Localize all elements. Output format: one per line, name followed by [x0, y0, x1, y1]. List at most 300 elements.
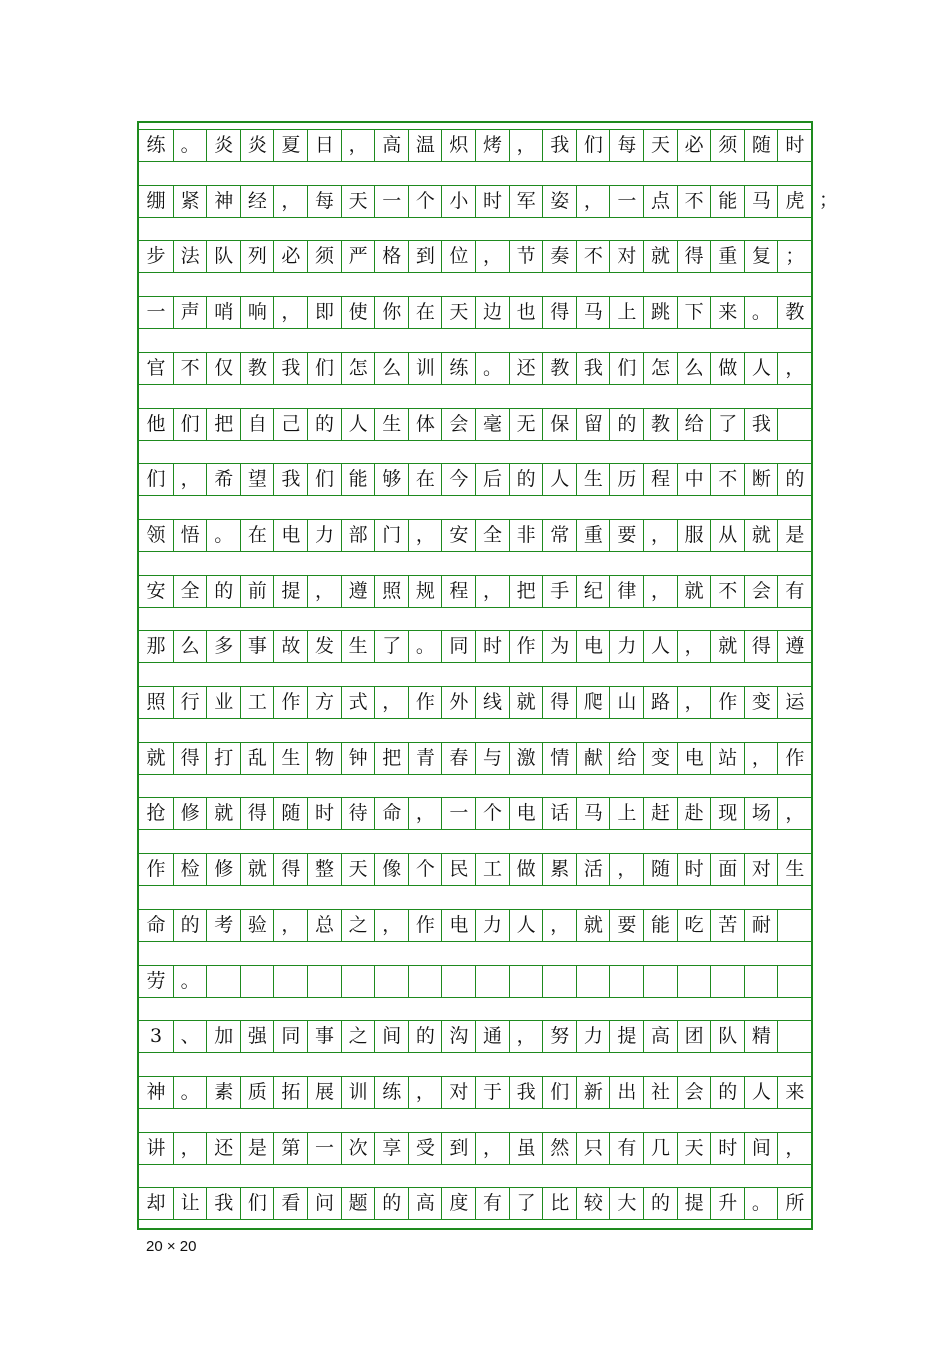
- grid-cell: 会: [441, 408, 475, 441]
- grid-cell: 情: [542, 742, 576, 775]
- grid-cell: [542, 965, 576, 998]
- grid-cell: 强: [240, 1020, 274, 1053]
- grid-row: [139, 1132, 811, 1165]
- grid-cell: 几: [643, 1132, 677, 1165]
- grid-cell: 得: [173, 742, 207, 775]
- grid-cell: 人: [744, 1076, 778, 1109]
- grid-cell: 上: [609, 797, 643, 830]
- grid-cell: 炽: [441, 129, 475, 162]
- grid-row: [139, 1020, 811, 1053]
- grid-cell: 生: [273, 742, 307, 775]
- grid-cell: 全: [475, 519, 509, 552]
- grid-cell: 我: [576, 352, 610, 385]
- grid-cell: 的: [173, 909, 207, 942]
- grid-cell: 照: [374, 575, 408, 608]
- grid-row: [139, 686, 811, 719]
- grid-cell: 么: [677, 352, 711, 385]
- grid-cell: 作: [139, 853, 173, 886]
- grid-cell: 行: [173, 686, 207, 719]
- grid-cell: 受: [408, 1132, 442, 1165]
- grid-cell: 修: [206, 853, 240, 886]
- grid-cell: 教: [240, 352, 274, 385]
- grid-cell: 遵: [777, 630, 811, 663]
- grid-cell: 比: [542, 1187, 576, 1220]
- grid-cell: 献: [576, 742, 610, 775]
- grid-cell: 对: [441, 1076, 475, 1109]
- grid-cell: 得: [744, 630, 778, 663]
- grid-row: [139, 408, 811, 441]
- grid-cell: 我: [509, 1076, 543, 1109]
- grid-cell: 做: [710, 352, 744, 385]
- grid-cell: 3: [139, 1020, 173, 1053]
- grid-cell: [475, 965, 509, 998]
- grid-cell: 么: [374, 352, 408, 385]
- grid-cell: 人: [744, 352, 778, 385]
- grid-cell: 会: [744, 575, 778, 608]
- grid-cell: 烤: [475, 129, 509, 162]
- grid-cell: 外: [441, 686, 475, 719]
- grid-cell: 得: [677, 240, 711, 273]
- grid-cell: 把: [206, 408, 240, 441]
- grid-cell: ，: [677, 686, 711, 719]
- grid-cell: 之: [341, 1020, 375, 1053]
- grid-cell: ，: [307, 575, 341, 608]
- grid-cell: 温: [408, 129, 442, 162]
- grid-cell: 总: [307, 909, 341, 942]
- grid-cell: 力: [307, 519, 341, 552]
- grid-cell: 我: [744, 408, 778, 441]
- grid-cell: 有: [609, 1132, 643, 1165]
- grid-cell: ，: [408, 797, 442, 830]
- grid-cell: 马: [576, 797, 610, 830]
- grid-cell: 奏: [542, 240, 576, 273]
- grid-cell: 生: [576, 463, 610, 496]
- grid-cell: 加: [206, 1020, 240, 1053]
- grid-cell: 待: [341, 797, 375, 830]
- grid-cell: 够: [374, 463, 408, 496]
- grid-row: [139, 185, 839, 218]
- grid-cell: 仅: [206, 352, 240, 385]
- grid-cell: 们: [576, 129, 610, 162]
- grid-cell: [643, 965, 677, 998]
- grid-cell: 人: [643, 630, 677, 663]
- grid-cell: 度: [441, 1187, 475, 1220]
- grid-cell: 第: [273, 1132, 307, 1165]
- grid-row: [139, 463, 811, 496]
- grid-cell: [341, 965, 375, 998]
- grid-cell: ，: [677, 630, 711, 663]
- grid-cell: ，: [408, 519, 442, 552]
- grid-cell: 电: [273, 519, 307, 552]
- grid-size-label: 20 × 20: [146, 1238, 197, 1255]
- grid-cell: 了: [374, 630, 408, 663]
- grid-cell: 们: [240, 1187, 274, 1220]
- grid-cell: 出: [609, 1076, 643, 1109]
- grid-cell: 却: [139, 1187, 173, 1220]
- grid-cell: 们: [307, 463, 341, 496]
- grid-cell: 作: [509, 630, 543, 663]
- grid-cell: 精: [744, 1020, 778, 1053]
- grid-cell: ，: [777, 352, 811, 385]
- grid-cell: 问: [307, 1187, 341, 1220]
- grid-cell: 拓: [273, 1076, 307, 1109]
- grid-cell: 随: [744, 129, 778, 162]
- grid-cell: 毫: [475, 408, 509, 441]
- grid-cell: 有: [475, 1187, 509, 1220]
- grid-cell: 整: [307, 853, 341, 886]
- grid-cell: [777, 965, 811, 998]
- grid-cell: 一: [307, 1132, 341, 1165]
- grid-cell: 通: [475, 1020, 509, 1053]
- grid-cell: 体: [408, 408, 442, 441]
- grid-cell: 到: [408, 240, 442, 273]
- grid-cell: 不: [173, 352, 207, 385]
- grid-cell: 必: [677, 129, 711, 162]
- grid-cell: 苦: [710, 909, 744, 942]
- grid-cell: ，: [475, 240, 509, 273]
- grid-cell: 。: [173, 129, 207, 162]
- grid-cell: 力: [609, 630, 643, 663]
- grid-cell: 法: [173, 240, 207, 273]
- grid-cell: 虎: [777, 185, 811, 218]
- grid-cell: 教: [777, 296, 811, 329]
- grid-cell: 站: [710, 742, 744, 775]
- grid-cell: 今: [441, 463, 475, 496]
- grid-cell: 次: [341, 1132, 375, 1165]
- grid-cell: 。: [173, 965, 207, 998]
- grid-row: [139, 352, 811, 385]
- grid-cell: 人: [509, 909, 543, 942]
- grid-cell: 高: [408, 1187, 442, 1220]
- grid-cell: 给: [609, 742, 643, 775]
- grid-cell: 面: [710, 853, 744, 886]
- grid-cell: 严: [341, 240, 375, 273]
- grid-cell: 在: [408, 296, 442, 329]
- grid-cell: 部: [341, 519, 375, 552]
- grid-cell: 高: [643, 1020, 677, 1053]
- grid-cell: 生: [341, 630, 375, 663]
- grid-cell: ，: [374, 909, 408, 942]
- grid-cell: 了: [509, 1187, 543, 1220]
- grid-cell: ，: [509, 129, 543, 162]
- grid-cell: 作: [408, 909, 442, 942]
- grid-cell: ，: [173, 1132, 207, 1165]
- grid-cell: 一: [441, 797, 475, 830]
- grid-cell: 修: [173, 797, 207, 830]
- grid-cell: 沟: [441, 1020, 475, 1053]
- grid-cell: 训: [341, 1076, 375, 1109]
- grid-cell: 的: [408, 1020, 442, 1053]
- grid-cell: 同: [273, 1020, 307, 1053]
- grid-cell: 考: [206, 909, 240, 942]
- grid-row: [139, 1187, 811, 1220]
- grid-cell: 对: [609, 240, 643, 273]
- grid-cell: 发: [307, 630, 341, 663]
- grid-cell: 每: [307, 185, 341, 218]
- grid-cell: 不: [710, 463, 744, 496]
- grid-cell: 于: [475, 1076, 509, 1109]
- grid-cell: 格: [374, 240, 408, 273]
- grid-cell: 做: [509, 853, 543, 886]
- grid-cell: 不: [677, 185, 711, 218]
- grid-cell: 在: [408, 463, 442, 496]
- grid-cell: 那: [139, 630, 173, 663]
- grid-cell: ，: [609, 853, 643, 886]
- grid-cell: 人: [542, 463, 576, 496]
- grid-cell: [609, 965, 643, 998]
- grid-cell: 姿: [542, 185, 576, 218]
- grid-cell: 电: [677, 742, 711, 775]
- grid-cell: 要: [609, 519, 643, 552]
- grid-cell: 怎: [643, 352, 677, 385]
- grid-cell: 神: [206, 185, 240, 218]
- grid-cell: 手: [542, 575, 576, 608]
- grid-cell: 提: [273, 575, 307, 608]
- grid-cell: 所: [777, 1187, 811, 1220]
- grid-cell: 们: [307, 352, 341, 385]
- grid-cell: 激: [509, 742, 543, 775]
- grid-cell: 们: [542, 1076, 576, 1109]
- grid-cell: 赴: [677, 797, 711, 830]
- grid-row: [139, 1076, 811, 1109]
- grid-cell: 跳: [643, 296, 677, 329]
- grid-cell: 们: [139, 463, 173, 496]
- grid-cell: 他: [139, 408, 173, 441]
- grid-cell: 重: [710, 240, 744, 273]
- grid-cell: 多: [206, 630, 240, 663]
- grid-cell: 耐: [744, 909, 778, 942]
- grid-cell: 验: [240, 909, 274, 942]
- grid-cell: 中: [677, 463, 711, 496]
- grid-cell: 。: [744, 1187, 778, 1220]
- grid-cell: 全: [173, 575, 207, 608]
- grid-cell: 纪: [576, 575, 610, 608]
- grid-cell: 律: [609, 575, 643, 608]
- grid-cell: 我: [273, 352, 307, 385]
- grid-cell: 变: [744, 686, 778, 719]
- grid-cell: 领: [139, 519, 173, 552]
- grid-cell: 电: [576, 630, 610, 663]
- grid-cell: 训: [408, 352, 442, 385]
- grid-cell: 间: [374, 1020, 408, 1053]
- grid-cell: 青: [408, 742, 442, 775]
- grid-row: [139, 965, 811, 998]
- grid-cell: 同: [441, 630, 475, 663]
- grid-row: [139, 909, 811, 942]
- grid-cell: ，: [744, 742, 778, 775]
- grid-cell: ，: [475, 1132, 509, 1165]
- grid-cell: 能: [643, 909, 677, 942]
- grid-cell: 须: [710, 129, 744, 162]
- grid-row: [139, 853, 811, 886]
- grid-cell: 活: [576, 853, 610, 886]
- grid-cell: 场: [744, 797, 778, 830]
- grid-cell: 看: [273, 1187, 307, 1220]
- grid-cell: 抢: [139, 797, 173, 830]
- grid-cell: 怎: [341, 352, 375, 385]
- grid-cell: 绷: [139, 185, 173, 218]
- grid-cell: 在: [240, 519, 274, 552]
- grid-cell: 时: [777, 129, 811, 162]
- grid-cell: 历: [609, 463, 643, 496]
- grid-cell: 官: [139, 352, 173, 385]
- grid-cell: 天: [643, 129, 677, 162]
- grid-cell: 的: [374, 1187, 408, 1220]
- grid-cell: 的: [609, 408, 643, 441]
- grid-cell: 、: [173, 1020, 207, 1053]
- grid-cell: 得: [542, 296, 576, 329]
- grid-cell: 就: [677, 575, 711, 608]
- grid-cell: 为: [542, 630, 576, 663]
- grid-cell: ，: [576, 185, 610, 218]
- grid-cell: 春: [441, 742, 475, 775]
- grid-cell: 方: [307, 686, 341, 719]
- grid-cell: 事: [240, 630, 274, 663]
- grid-cell: 。: [475, 352, 509, 385]
- grid-cell: [307, 965, 341, 998]
- grid-cell: 社: [643, 1076, 677, 1109]
- grid-cell: [509, 965, 543, 998]
- grid-cell: 断: [744, 463, 778, 496]
- grid-cell: 即: [307, 296, 341, 329]
- grid-cell: 作: [408, 686, 442, 719]
- grid-cell: 享: [374, 1132, 408, 1165]
- grid-cell: 我: [273, 463, 307, 496]
- grid-cell: 随: [273, 797, 307, 830]
- grid-cell: [777, 909, 811, 942]
- grid-cell: 电: [509, 797, 543, 830]
- grid-cell: 劳: [139, 965, 173, 998]
- grid-cell: 教: [542, 352, 576, 385]
- grid-cell: 变: [643, 742, 677, 775]
- grid-cell: 天: [341, 185, 375, 218]
- grid-row: [139, 630, 811, 663]
- grid-cell: 来: [777, 1076, 811, 1109]
- grid-row: [139, 296, 811, 329]
- grid-cell: 力: [576, 1020, 610, 1053]
- grid-cell: 钟: [341, 742, 375, 775]
- grid-cell: 悟: [173, 519, 207, 552]
- grid-cell: 虽: [509, 1132, 543, 1165]
- grid-cell: 你: [374, 296, 408, 329]
- grid-cell: 夏: [273, 129, 307, 162]
- grid-cell: 照: [139, 686, 173, 719]
- grid-cell: [408, 965, 442, 998]
- grid-cell: 升: [710, 1187, 744, 1220]
- grid-cell: 。: [206, 519, 240, 552]
- grid-cell: ，: [643, 575, 677, 608]
- grid-cell: [744, 965, 778, 998]
- grid-cell: 到: [441, 1132, 475, 1165]
- grid-cell: [777, 1020, 811, 1053]
- grid-cell: 时: [475, 630, 509, 663]
- grid-row: [139, 519, 811, 552]
- grid-cell: 就: [710, 630, 744, 663]
- grid-cell: 队: [710, 1020, 744, 1053]
- grid-cell: 程: [643, 463, 677, 496]
- grid-cell: [374, 965, 408, 998]
- grid-cell: ，: [273, 909, 307, 942]
- grid-cell: [240, 965, 274, 998]
- grid-cell: ，: [777, 1132, 811, 1165]
- grid-cell: 马: [744, 185, 778, 218]
- grid-cell: 紧: [173, 185, 207, 218]
- grid-cell: 我: [542, 129, 576, 162]
- grid-cell: [206, 965, 240, 998]
- grid-cell: ，: [374, 686, 408, 719]
- grid-cell: 队: [206, 240, 240, 273]
- grid-cell: 下: [677, 296, 711, 329]
- grid-cell: 题: [341, 1187, 375, 1220]
- grid-cell: ，: [643, 519, 677, 552]
- grid-cell: 们: [173, 408, 207, 441]
- grid-cell: 事: [307, 1020, 341, 1053]
- grid-cell: 不: [710, 575, 744, 608]
- grid-cell: 就: [206, 797, 240, 830]
- grid-cell: 希: [206, 463, 240, 496]
- grid-cell: 服: [677, 519, 711, 552]
- grid-cell: 常: [542, 519, 576, 552]
- grid-cell: 打: [206, 742, 240, 775]
- grid-cell: 点: [643, 185, 677, 218]
- grid-cell: 边: [475, 296, 509, 329]
- grid-cell: 新: [576, 1076, 610, 1109]
- grid-cell: 乱: [240, 742, 274, 775]
- grid-cell: 现: [710, 797, 744, 830]
- grid-cell: 时: [677, 853, 711, 886]
- grid-cell: 个: [408, 185, 442, 218]
- grid-cell: 己: [273, 408, 307, 441]
- grid-cell: 每: [609, 129, 643, 162]
- grid-cell: 工: [475, 853, 509, 886]
- grid-cell: 质: [240, 1076, 274, 1109]
- grid-cell: 重: [576, 519, 610, 552]
- grid-cell: 声: [173, 296, 207, 329]
- grid-cell: 时: [475, 185, 509, 218]
- grid-cell: 路: [643, 686, 677, 719]
- grid-cell: 就: [509, 686, 543, 719]
- grid-cell: 得: [240, 797, 274, 830]
- grid-cell: 生: [777, 853, 811, 886]
- grid-cell: 就: [576, 909, 610, 942]
- grid-cell: 提: [677, 1187, 711, 1220]
- grid-cell: ，: [542, 909, 576, 942]
- grid-cell: 教: [643, 408, 677, 441]
- grid-cell: ，: [273, 296, 307, 329]
- grid-cell: 了: [710, 408, 744, 441]
- grid-cell: 吃: [677, 909, 711, 942]
- grid-cell: 提: [609, 1020, 643, 1053]
- grid-cell: 上: [609, 296, 643, 329]
- grid-cell: 不: [576, 240, 610, 273]
- grid-cell: [677, 965, 711, 998]
- grid-cell: 能: [341, 463, 375, 496]
- grid-cell: 来: [710, 296, 744, 329]
- grid-cell: 炎: [206, 129, 240, 162]
- grid-cell: 把: [509, 575, 543, 608]
- grid-cell: 前: [240, 575, 274, 608]
- grid-cell: 要: [609, 909, 643, 942]
- grid-cell: 步: [139, 240, 173, 273]
- grid-cell: 的: [206, 575, 240, 608]
- grid-cell: 故: [273, 630, 307, 663]
- grid-cell: 小: [441, 185, 475, 218]
- grid-cell: 就: [240, 853, 274, 886]
- grid-cell: 命: [139, 909, 173, 942]
- grid-cell: 时: [307, 797, 341, 830]
- grid-cell: 从: [710, 519, 744, 552]
- grid-cell: 后: [475, 463, 509, 496]
